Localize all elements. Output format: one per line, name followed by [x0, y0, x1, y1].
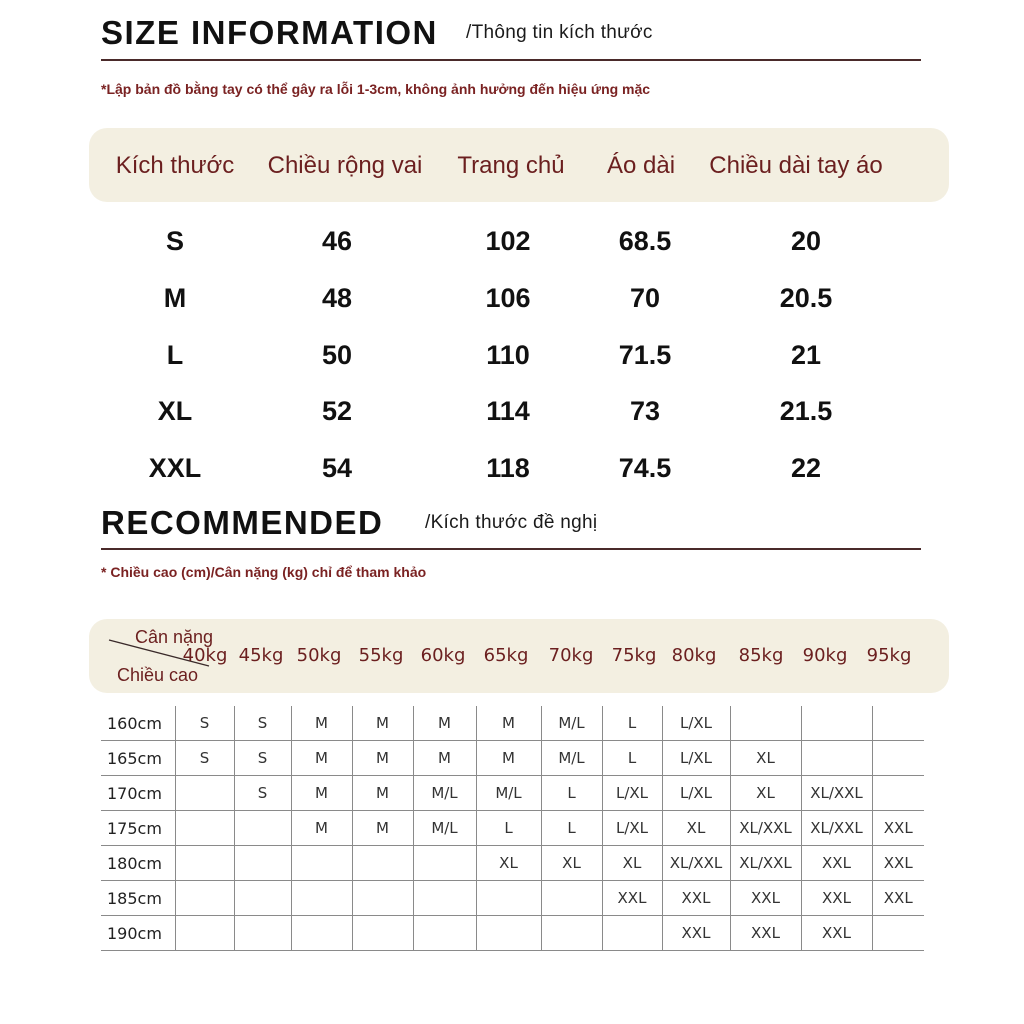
size-recommendation-cell — [291, 881, 352, 916]
size-recommendation-cell — [291, 916, 352, 951]
weight-header: 75kg — [611, 645, 657, 666]
size-cell-length: 70 — [629, 283, 661, 313]
height-label: 185cm — [101, 881, 175, 916]
weight-header: 85kg — [738, 645, 784, 666]
size-cell-size: L — [166, 340, 184, 370]
size-recommendation-cell: M — [352, 811, 413, 846]
size-cell-chest: 114 — [486, 396, 530, 426]
size-recommendation-cell: S — [175, 741, 234, 776]
size-recommendation-cell — [730, 706, 801, 741]
size-cell-chest: 110 — [486, 340, 530, 370]
weight-header: 90kg — [802, 645, 848, 666]
size-recommendation-cell: L — [541, 811, 602, 846]
size-recommendation-cell: XL/XXL — [730, 846, 801, 881]
size-cell-sleeve: 21 — [790, 340, 822, 370]
size-recommendation-cell — [291, 846, 352, 881]
size-cell-length: 73 — [629, 396, 661, 426]
weight-header: 55kg — [358, 645, 404, 666]
size-recommendation-cell: M/L — [541, 706, 602, 741]
weight-header: 80kg — [671, 645, 717, 666]
size-recommendation-cell: S — [234, 706, 291, 741]
size-recommendation-cell — [541, 916, 602, 951]
weight-header: 95kg — [866, 645, 912, 666]
size-recommendation-cell: M — [476, 706, 541, 741]
size-cell-size: XXL — [148, 453, 202, 483]
table-row — [101, 811, 924, 846]
size-recommendation-cell: XL — [662, 811, 730, 846]
size-cell-chest: 118 — [486, 453, 530, 483]
recommended-subtitle: /Kích thước đề nghị — [425, 512, 598, 533]
height-label: 160cm — [101, 706, 175, 741]
weight-header: 50kg — [296, 645, 342, 666]
size-recommendation-cell: XXL — [872, 846, 924, 881]
size-recommendation-cell — [476, 916, 541, 951]
size-cell-size: XL — [157, 396, 193, 426]
size-recommendation-cell: M/L — [413, 811, 476, 846]
size-recommendation-cell — [872, 776, 924, 811]
height-label: 170cm — [101, 776, 175, 811]
size-recommendation-cell — [476, 881, 541, 916]
size-recommendation-cell: XL — [730, 776, 801, 811]
size-recommendation-cell — [175, 846, 234, 881]
size-cell-chest: 106 — [485, 283, 531, 313]
size-recommendation-cell: XL — [476, 846, 541, 881]
size-recommendation-cell — [413, 846, 476, 881]
size-recommendation-cell: XL/XXL — [801, 776, 872, 811]
size-recommendation-cell: XXL — [730, 916, 801, 951]
size-recommendation-cell — [352, 916, 413, 951]
size-info-title: SIZE INFORMATION — [101, 14, 438, 51]
size-header-length: Áo dài — [606, 152, 676, 179]
height-label: 175cm — [101, 811, 175, 846]
size-info-subtitle: /Thông tin kích thước — [466, 22, 653, 43]
size-recommendation-cell — [175, 776, 234, 811]
weight-header: 45kg — [238, 645, 284, 666]
size-cell-sleeve: 21.5 — [779, 396, 833, 426]
size-recommendation-cell: L — [602, 706, 662, 741]
size-cell-sleeve: 20.5 — [779, 283, 833, 313]
size-recommendation-cell: M/L — [413, 776, 476, 811]
size-recommendation-cell: M/L — [541, 741, 602, 776]
size-recommendation-cell: L/XL — [602, 811, 662, 846]
size-info-note: *Lập bản đồ bằng tay có thể gây ra lỗi 1-3cm, không ảnh hưởng đến hiệu ứng mặc — [101, 81, 651, 97]
size-recommendation-cell — [175, 811, 234, 846]
height-label: 190cm — [101, 916, 175, 951]
size-recommendation-cell: XXL — [662, 916, 730, 951]
table-row — [101, 916, 924, 951]
size-cell-shoulder: 48 — [321, 283, 353, 313]
size-recommendation-cell: L/XL — [662, 706, 730, 741]
size-cell-chest: 102 — [485, 226, 531, 256]
table-row — [101, 706, 924, 741]
size-cell-sleeve: 20 — [790, 226, 822, 256]
size-recommendation-cell — [872, 741, 924, 776]
table-row — [101, 881, 924, 916]
size-cell-shoulder: 54 — [321, 453, 353, 483]
size-recommendation-cell — [413, 916, 476, 951]
size-cell-length: 68.5 — [618, 226, 672, 256]
size-recommendation-cell: L/XL — [602, 776, 662, 811]
size-recommendation-cell — [352, 881, 413, 916]
size-recommendation-cell: XXL — [872, 811, 924, 846]
size-recommendation-cell — [801, 741, 872, 776]
size-recommendation-cell — [234, 846, 291, 881]
size-cell-size: S — [165, 226, 185, 256]
size-recommendation-cell — [602, 916, 662, 951]
size-recommendation-cell: L — [476, 811, 541, 846]
size-recommendation-cell: XXL — [801, 846, 872, 881]
size-recommendation-cell: M — [476, 741, 541, 776]
size-recommendation-cell — [541, 881, 602, 916]
size-recommendation-cell: XL/XXL — [801, 811, 872, 846]
size-recommendation-cell — [175, 881, 234, 916]
size-header-size: Kích thước — [115, 152, 235, 179]
size-recommendation-cell: M — [352, 706, 413, 741]
size-recommendation-cell: M/L — [476, 776, 541, 811]
size-recommendation-cell: XL/XXL — [730, 811, 801, 846]
size-recommendation-cell: XXL — [801, 881, 872, 916]
recommended-title: RECOMMENDED — [101, 504, 384, 541]
size-recommendation-cell: XXL — [730, 881, 801, 916]
size-recommendation-cell — [352, 846, 413, 881]
size-recommendation-cell — [413, 881, 476, 916]
size-recommendation-cell: M — [413, 741, 476, 776]
corner-height-label: Chiều cao — [117, 665, 199, 685]
size-recommendation-cell: XL — [730, 741, 801, 776]
size-recommendation-cell — [234, 811, 291, 846]
table-row — [101, 741, 924, 776]
size-recommendation-cell — [801, 706, 872, 741]
size-recommendation-cell: M — [291, 741, 352, 776]
size-recommendation-cell: M — [352, 741, 413, 776]
size-cell-size: M — [163, 283, 187, 313]
size-cell-shoulder: 52 — [321, 396, 353, 426]
size-recommendation-cell: L — [541, 776, 602, 811]
size-recommendation-cell: L/XL — [662, 741, 730, 776]
size-cell-length: 74.5 — [618, 453, 672, 483]
corner-weight-label: Cân nặng — [135, 627, 214, 647]
weight-header: 65kg — [483, 645, 529, 666]
size-recommendation-cell: XXL — [801, 916, 872, 951]
size-recommendation-cell: M — [352, 776, 413, 811]
size-recommendation-cell: S — [175, 706, 234, 741]
size-recommendation-cell: XL — [602, 846, 662, 881]
size-recommendation-cell: XXL — [872, 881, 924, 916]
recommended-note: * Chiều cao (cm)/Cân nặng (kg) chỉ để tham khảo — [101, 564, 427, 580]
size-cell-sleeve: 22 — [790, 453, 822, 483]
size-cell-shoulder: 50 — [321, 340, 353, 370]
height-label: 165cm — [101, 741, 175, 776]
size-header-chest: Trang chủ — [457, 152, 565, 179]
recommendation-table — [101, 706, 924, 951]
size-recommendation-cell: S — [234, 776, 291, 811]
size-recommendation-cell — [175, 916, 234, 951]
weight-header: 60kg — [420, 645, 466, 666]
size-recommendation-cell — [872, 706, 924, 741]
size-recommendation-cell: XL/XXL — [662, 846, 730, 881]
size-recommendation-cell: S — [234, 741, 291, 776]
size-recommendation-cell — [234, 881, 291, 916]
size-recommendation-cell — [234, 916, 291, 951]
size-header-sleeve: Chiều dài tay áo — [709, 152, 883, 179]
size-recommendation-cell: M — [291, 706, 352, 741]
size-cell-length: 71.5 — [618, 340, 672, 370]
table-row — [101, 776, 924, 811]
height-label: 180cm — [101, 846, 175, 881]
size-recommendation-cell: XXL — [602, 881, 662, 916]
size-recommendation-cell: L — [602, 741, 662, 776]
table-row — [101, 846, 924, 881]
size-recommendation-cell: M — [413, 706, 476, 741]
weight-header: 40kg — [182, 645, 228, 666]
size-recommendation-cell: M — [291, 776, 352, 811]
size-recommendation-cell: M — [291, 811, 352, 846]
size-info-divider — [101, 59, 921, 61]
size-recommendation-cell: XL — [541, 846, 602, 881]
weight-header: 70kg — [548, 645, 594, 666]
size-header-shoulder: Chiều rộng vai — [267, 152, 423, 179]
size-recommendation-cell: L/XL — [662, 776, 730, 811]
size-cell-shoulder: 46 — [321, 226, 353, 256]
size-recommendation-cell — [872, 916, 924, 951]
size-recommendation-cell: XXL — [662, 881, 730, 916]
recommended-divider — [101, 548, 921, 550]
